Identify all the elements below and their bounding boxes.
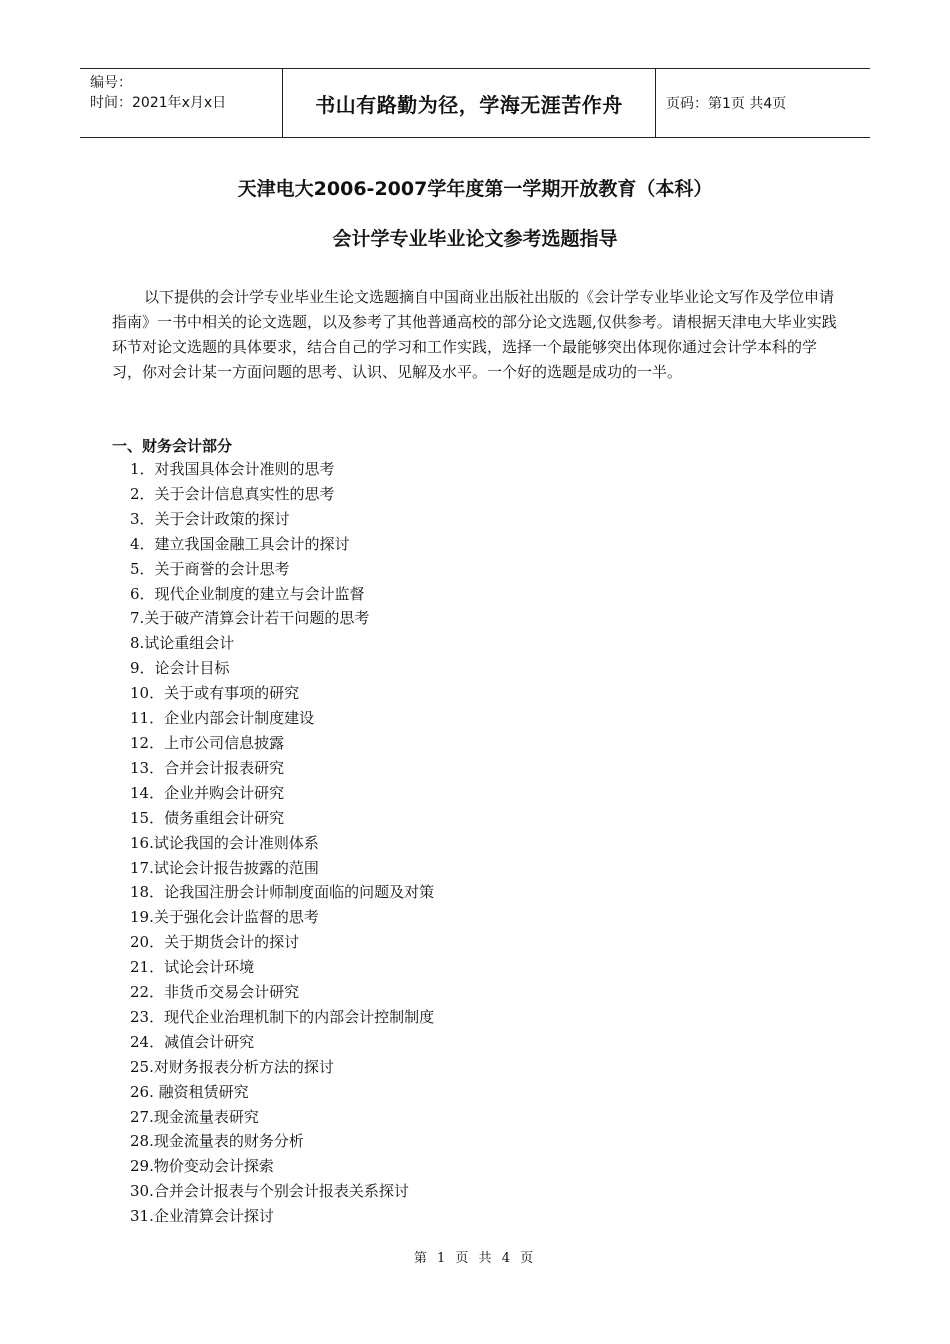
header-table: [80, 68, 870, 138]
topic-item: 31.企业清算会计探讨: [130, 1207, 274, 1226]
header-page-info: 页码：第1页 共4页: [666, 96, 787, 112]
topic-item: 15．债务重组会计研究: [130, 808, 285, 827]
topic-item: 8.试论重组会计: [130, 634, 235, 653]
document-number-label: 编号：: [90, 75, 132, 91]
document-title-line2: 会计学专业毕业论文参考选题指导: [332, 228, 618, 250]
intro-paragraph: [112, 285, 844, 385]
topic-item: 16.试论我国的会计准则体系: [130, 833, 319, 852]
topic-item: 26. 融资租赁研究: [130, 1082, 249, 1101]
topic-list: [130, 457, 434, 1229]
document-title-line1: 天津电大2006-2007学年度第一学期开放教育（本科）: [237, 178, 713, 200]
header-meta-cell: [80, 69, 282, 137]
topic-item: 25.对财务报表分析方法的探讨: [130, 1057, 334, 1076]
topic-item: 9．论会计目标: [130, 659, 230, 678]
topic-item: 2．关于会计信息真实性的思考: [130, 484, 335, 503]
topic-item: 5．关于商誉的会计思考: [130, 559, 290, 578]
topic-item: 21．试论会计环境: [130, 958, 255, 977]
topic-item: 30.合并会计报表与个别会计报表关系探讨: [130, 1182, 409, 1201]
topic-item: 24．减值会计研究: [130, 1032, 255, 1051]
topic-item: 18．论我国注册会计师制度面临的问题及对策: [130, 883, 435, 902]
page-footer: 第 1 页 共 4 页: [413, 1251, 537, 1266]
document-date: 时间：2021年x月x日: [90, 95, 227, 111]
topic-item: 10．关于或有事项的研究: [130, 684, 300, 703]
topic-item: 19.关于强化会计监督的思考: [130, 908, 319, 927]
topic-item: 17.试论会计报告披露的范围: [130, 858, 319, 877]
header-motto-cell: [282, 69, 656, 137]
topic-item: 27.现金流量表研究: [130, 1107, 259, 1126]
topic-item: 12．上市公司信息披露: [130, 733, 285, 752]
topic-item: 20．关于期货会计的探讨: [130, 933, 300, 952]
topic-item: 1．对我国具体会计准则的思考: [130, 460, 335, 478]
topic-item: 28.现金流量表的财务分析: [130, 1132, 304, 1151]
intro-text: 以下提供的会计学专业毕业生论文选题摘自中国商业出版社出版的《会计学专业毕业论文写作及学位申请指南》一书中相关的论文选题，以及参考了其他普通高校的部分论文选题,仅供参考。请根据天津电大毕业实践环节对论文选题的具体要求，结合自己的学习和工作实践，选择一个最能够突出体现你通过会计学本科的学习，你对会计某一方面问题的思考、认识、见解及水平。一个好的选题是成功的一半。: [112, 288, 837, 381]
header-page-cell: [656, 69, 870, 137]
topic-item: 3．关于会计政策的探讨: [130, 509, 290, 528]
topic-item: 22．非货币交易会计研究: [130, 983, 300, 1002]
topic-item: 6．现代企业制度的建立与会计监督: [130, 584, 365, 603]
topic-item: 7.关于破产清算会计若干问题的思考: [130, 609, 370, 628]
topic-item: 13．合并会计报表研究: [130, 758, 285, 777]
topic-item: 29.物价变动会计探索: [130, 1157, 274, 1176]
topic-item: 23．现代企业治理机制下的内部会计控制制度: [130, 1007, 435, 1026]
topic-item: 11．企业内部会计制度建设: [130, 709, 315, 728]
section-heading: 一、财务会计部分: [112, 437, 233, 455]
header-motto: 书山有路勤为径，学海无涯苦作舟: [315, 92, 623, 117]
topic-item: 4．建立我国金融工具会计的探讨: [130, 534, 350, 553]
topic-item: 14．企业并购会计研究: [130, 783, 285, 802]
